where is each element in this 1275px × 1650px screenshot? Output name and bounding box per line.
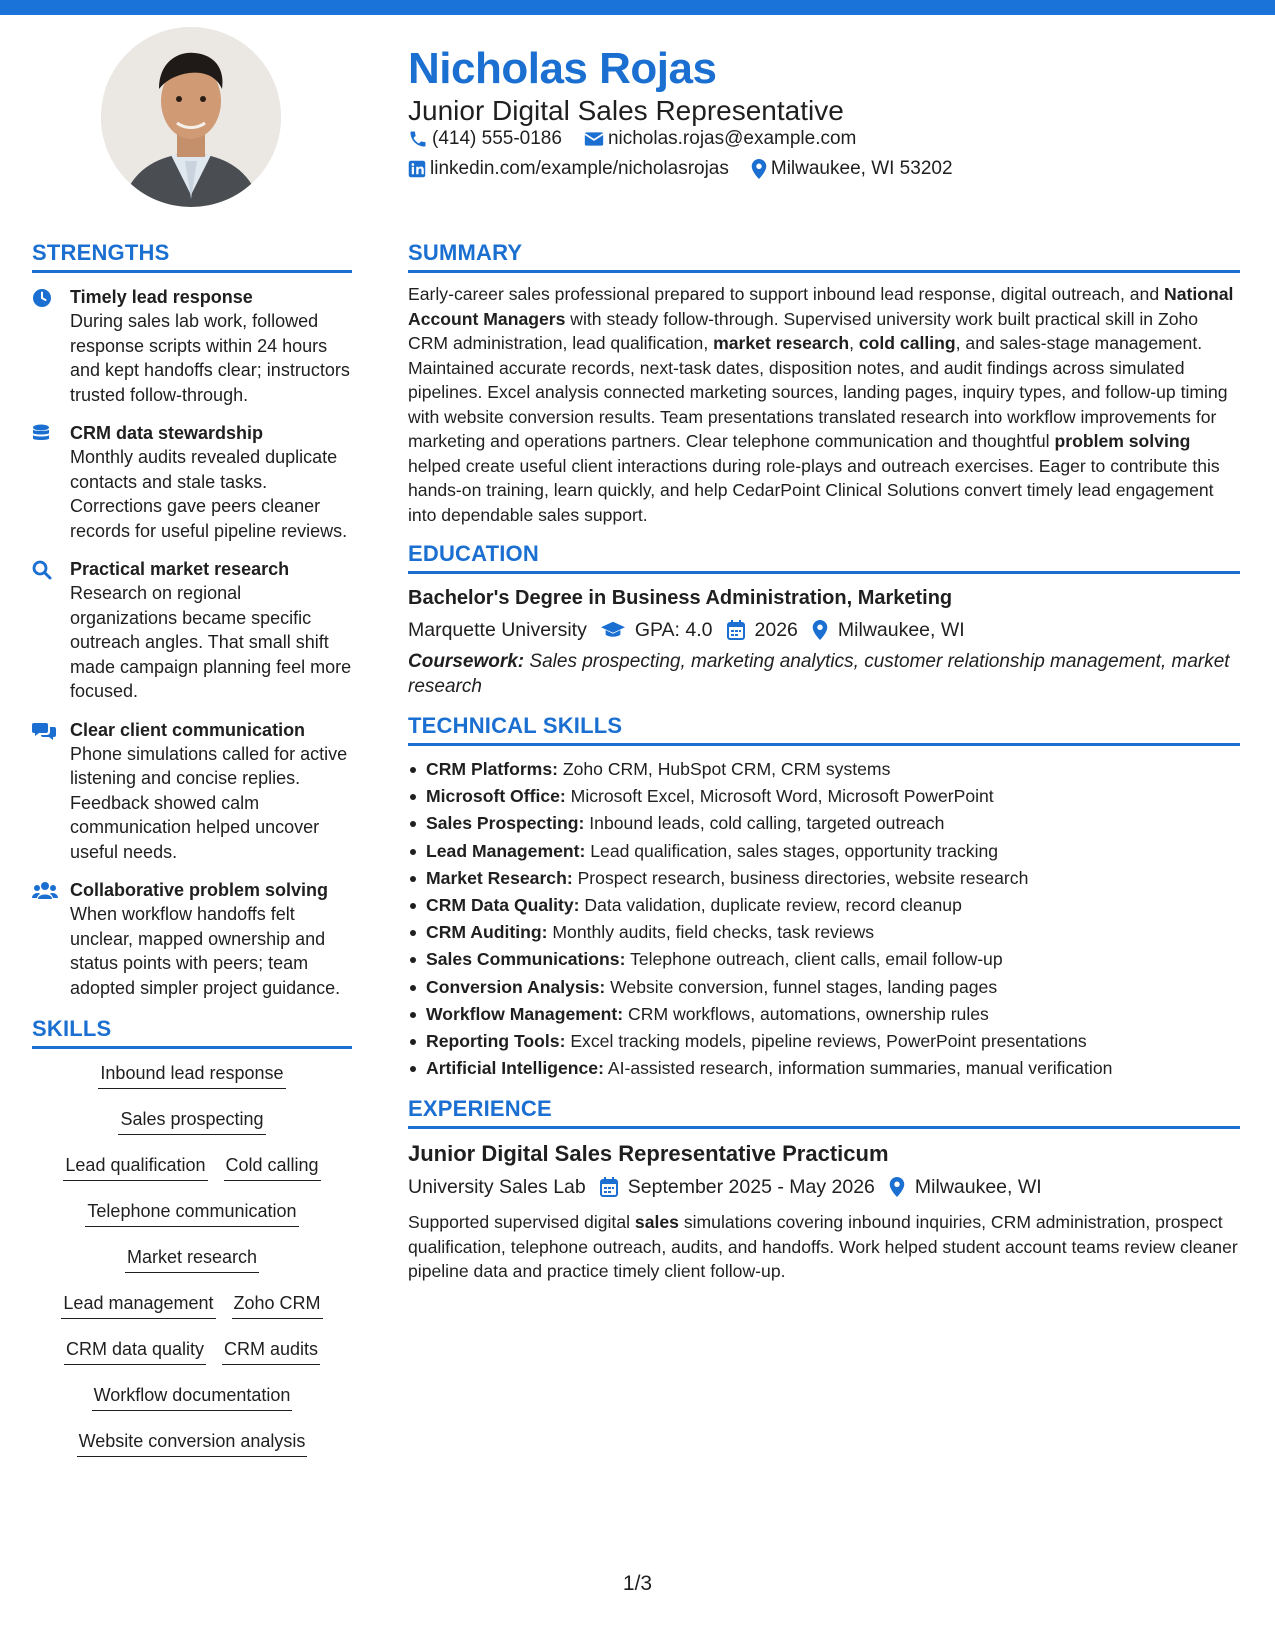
job-dates-text: September 2025 - May 2026 [627, 1176, 875, 1199]
technical-skill-item [408, 1055, 1240, 1082]
technical-skill-value: Website conversion, funnel stages, landing pages [605, 976, 998, 997]
page-number: 1/3 [622, 1572, 653, 1595]
comments-icon [32, 718, 70, 865]
experience-description [408, 1210, 1240, 1284]
bold-keyword: sales [634, 1212, 679, 1233]
envelope-icon [584, 131, 604, 147]
left-column [32, 240, 352, 1475]
strength-title: Timely lead response [70, 287, 253, 307]
candidate-role: Junior Digital Sales Representative [408, 95, 844, 126]
technical-skill-item [408, 838, 1240, 865]
experience-heading: EXPERIENCE [408, 1096, 1240, 1129]
skills-row [32, 1153, 352, 1181]
strength-item [32, 421, 352, 543]
technical-skill-value: Data validation, duplicate review, record cleanup [579, 895, 962, 916]
organization-text: University Sales Lab [408, 1176, 586, 1199]
technical-skill-label: CRM Auditing: [426, 922, 548, 943]
skills-list [32, 1061, 352, 1475]
bold-keyword: market research [713, 333, 850, 353]
technical-skill-label: Artificial Intelligence: [426, 1058, 604, 1079]
skill-chip: Zoho CRM [232, 1291, 323, 1319]
search-icon [32, 557, 70, 704]
profile-photo [101, 27, 281, 207]
map-marker-icon [889, 1177, 905, 1197]
users-icon [32, 878, 70, 1000]
phone-icon [408, 129, 428, 149]
text-run: Early-career sales professional prepared to support inbound lead response, digital outreach, and [408, 284, 1165, 304]
right-column [408, 240, 1240, 1284]
candidate-name: Nicholas Rojas [408, 44, 717, 93]
experience-meta [408, 1173, 1240, 1201]
skills-heading: SKILLS [32, 1016, 352, 1049]
skills-row [32, 1337, 352, 1365]
skill-chip: Market research [125, 1245, 259, 1273]
skills-row [32, 1291, 352, 1319]
strength-description: Monthly audits revealed duplicate contacts and stale tasks. Corrections gave peers cleaner records for useful pipeline reviews. [70, 447, 348, 541]
strength-title: Practical market research [70, 559, 290, 579]
contact-row-1 [408, 128, 878, 150]
education-heading: EDUCATION [408, 541, 1240, 574]
calendar-icon [600, 1177, 618, 1197]
strength-title: Clear client communication [70, 719, 306, 740]
gpa [601, 616, 713, 644]
education-location-text: Milwaukee, WI [837, 619, 965, 641]
education-meta [408, 616, 1240, 644]
skill-chip: CRM data quality [64, 1337, 206, 1365]
technical-skill-label: Microsoft Office: [426, 786, 566, 807]
technical-skill-value: Monthly audits, field checks, task reviews [547, 922, 875, 943]
technical-skill-label: Workflow Management: [426, 1003, 624, 1024]
skills-row [32, 1061, 352, 1089]
technical-skill-item [408, 1028, 1240, 1055]
top-accent-bar [0, 0, 1275, 15]
coursework [408, 650, 1240, 699]
bold-keyword: National Account Managers [408, 284, 1234, 329]
organization [408, 1173, 586, 1201]
skill-chip: Workflow documentation [92, 1383, 293, 1411]
location-contact [751, 158, 953, 180]
calendar-icon [727, 620, 745, 640]
skill-chip: Sales prospecting [118, 1107, 265, 1135]
strength-title: CRM data stewardship [70, 423, 264, 443]
technical-skill-label: Sales Communications: [426, 949, 626, 970]
skills-row [32, 1383, 352, 1411]
graduation-cap-icon [601, 621, 625, 639]
summary-text [408, 282, 1240, 527]
text-run: , and sales-stage management. Maintained accurate records, next-task dates, disposition notes, and audit findings across simulated pipelines. Excel analysis connected marketing sources, landing pages, inquiry types, and follow-up timing with website conversion results. Team presentations translated research into workflow improvements for marketing and operations partners. Clear telephone communication and thoughtful [408, 333, 1228, 451]
technical-skill-item [408, 892, 1240, 919]
grad-year [727, 616, 798, 644]
text-run: with steady follow-through. Supervised university work built practical skill in Zoho CRM administration, lead qualification, [408, 308, 1199, 353]
clock-icon [32, 285, 70, 407]
technical-skill-label: Market Research: [426, 867, 573, 888]
strength-description: When workflow handoffs felt unclear, mapped ownership and status points with peers; team adopted simpler project guidance. [70, 904, 341, 998]
job-title: Junior Digital Sales Representative Practicum [408, 1141, 889, 1167]
strength-item [32, 878, 352, 1000]
map-marker-icon [812, 620, 828, 640]
gpa-text: GPA: 4.0 [634, 619, 713, 641]
school-name [408, 616, 587, 644]
email-contact[interactable] [584, 128, 856, 150]
linkedin-text[interactable]: linkedin.com/example/nicholasrojas [430, 158, 729, 179]
technical-skill-value: Microsoft Excel, Microsoft Word, Microsoft PowerPoint [565, 786, 994, 807]
job-location [889, 1173, 1042, 1201]
skill-chip: Telephone communication [85, 1199, 298, 1227]
skill-chip: Website conversion analysis [77, 1429, 308, 1457]
coursework-text: Sales prospecting, marketing analytics, customer relationship management, market research [408, 651, 1230, 697]
technical-skill-label: Sales Prospecting: [426, 813, 585, 834]
technical-skill-item [408, 1001, 1240, 1028]
skills-row [32, 1107, 352, 1135]
job-dates [600, 1173, 875, 1201]
technical-skill-label: CRM Data Quality: [426, 895, 580, 916]
technical-skill-value: Zoho CRM, HubSpot CRM, CRM systems [557, 759, 891, 779]
technical-skill-value: Telephone outreach, client calls, email follow-up [625, 949, 1003, 970]
technical-skill-value: Lead qualification, sales stages, opportunity tracking [585, 840, 999, 861]
strength-description: Research on regional organizations became specific outreach angles. That small shift made campaign planning feel more focused. [70, 583, 352, 701]
technical-skill-value: Excel tracking models, pipeline reviews, PowerPoint presentations [565, 1031, 1087, 1052]
school-text: Marquette University [408, 619, 587, 641]
summary-heading: SUMMARY [408, 240, 1240, 273]
phone-contact [408, 128, 562, 150]
phone-text: (414) 555-0186 [432, 128, 562, 149]
skill-chip: Cold calling [224, 1153, 321, 1181]
text-run: Supported supervised digital [408, 1212, 635, 1233]
skills-row [32, 1245, 352, 1273]
technical-skill-item [408, 756, 1240, 783]
database-icon [32, 421, 70, 543]
skill-chip: Lead qualification [63, 1153, 207, 1181]
year-text: 2026 [754, 619, 798, 641]
text-run: helped create useful client interactions during role-plays and outreach exercises. Eager to contribute this hands-on training, learn quickly, and help CedarPoint Clinical Solutions convert timely lead engagement into dependable sales support. [408, 455, 1220, 525]
skill-chip: Inbound lead response [98, 1061, 285, 1089]
strength-item [32, 285, 352, 407]
technical-skill-value: Prospect research, business directories, website research [572, 867, 1029, 888]
email-text[interactable]: nicholas.rojas@example.com [607, 128, 857, 149]
map-marker-icon [751, 159, 767, 179]
strength-description: Phone simulations called for active listening and concise replies. Feedback showed calm communication helped uncover useful needs. [70, 743, 348, 862]
technical-skill-item [408, 919, 1240, 946]
strengths-list [32, 285, 352, 1000]
degree-title: Bachelor's Degree in Business Administration, Marketing [408, 587, 953, 609]
technical-skill-item [408, 974, 1240, 1001]
technical-skill-label: CRM Platforms: [426, 759, 558, 779]
technical-skills-heading: TECHNICAL SKILLS [408, 713, 1240, 746]
linkedin-icon [408, 160, 426, 178]
technical-skill-item [408, 810, 1240, 837]
strengths-heading: STRENGTHS [32, 240, 352, 273]
text-run: , [849, 333, 859, 353]
technical-skill-value: Inbound leads, cold calling, targeted outreach [584, 813, 945, 834]
bold-keyword: problem solving [1054, 431, 1191, 451]
contact-row-2 [408, 158, 975, 180]
coursework-label: Coursework: [408, 651, 525, 672]
skill-chip: Lead management [61, 1291, 215, 1319]
strength-item [32, 718, 352, 865]
technical-skills-list [408, 756, 1240, 1082]
skill-chip: CRM audits [222, 1337, 320, 1365]
text-run: simulations covering inbound inquiries, CRM administration, prospect qualification, telephone outreach, audits, and handoffs. Work helped student account teams review cleaner pipeline data and practice timely client follow-up. [408, 1212, 1238, 1282]
strength-title: Collaborative problem solving [70, 880, 329, 900]
strength-description: During sales lab work, followed response scripts within 24 hours and kept handoffs clear; instructors trusted follow-through. [70, 311, 350, 405]
technical-skill-label: Lead Management: [426, 840, 586, 861]
bold-keyword: cold calling [858, 333, 956, 353]
job-location-text: Milwaukee, WI [914, 1176, 1042, 1199]
technical-skill-value: AI-assisted research, information summaries, manual verification [603, 1058, 1113, 1079]
location-text: Milwaukee, WI 53202 [770, 158, 953, 179]
education-location [812, 616, 965, 644]
technical-skill-label: Conversion Analysis: [426, 976, 606, 997]
technical-skill-item [408, 783, 1240, 810]
strength-item [32, 557, 352, 704]
skills-row [32, 1429, 352, 1457]
technical-skill-value: CRM workflows, automations, ownership rules [623, 1003, 989, 1024]
skills-row [32, 1199, 352, 1227]
technical-skill-label: Reporting Tools: [426, 1031, 566, 1052]
technical-skill-item [408, 865, 1240, 892]
technical-skill-item [408, 946, 1240, 973]
linkedin-contact[interactable] [408, 158, 729, 180]
